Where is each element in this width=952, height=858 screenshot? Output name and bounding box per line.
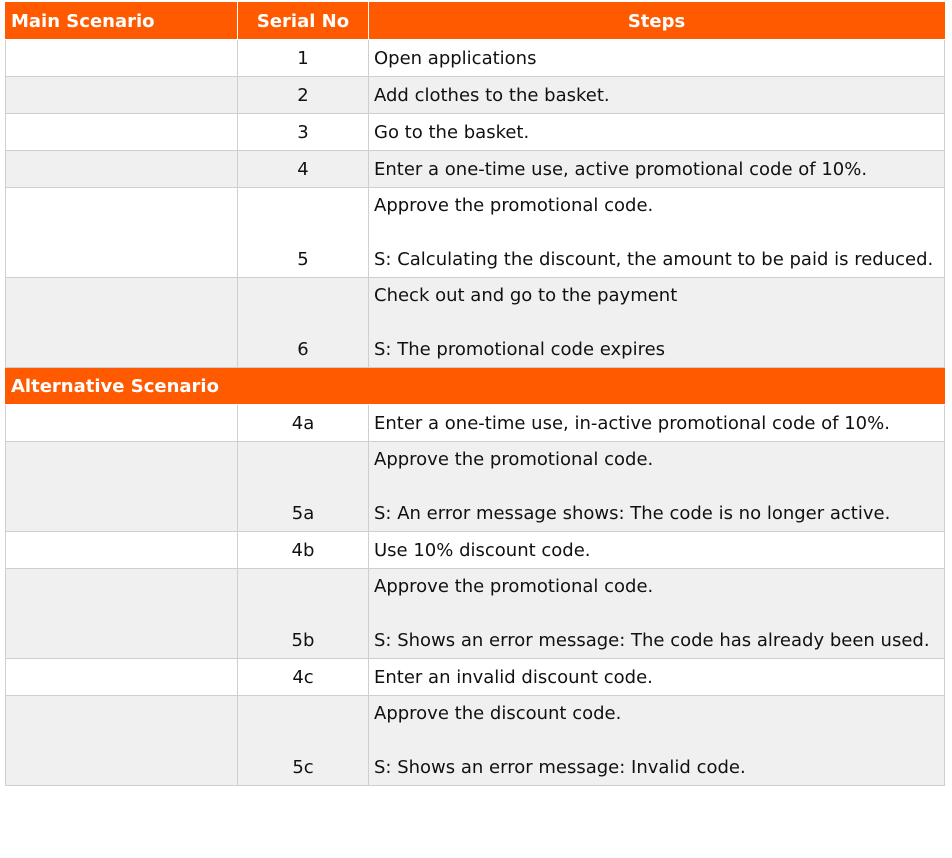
table-row bbox=[6, 569, 945, 659]
steps-cell: Go to the basket. bbox=[369, 114, 945, 151]
steps-cell: Enter an invalid discount code. bbox=[369, 659, 945, 696]
serial-cell: 5a bbox=[238, 442, 369, 532]
table-row bbox=[6, 405, 945, 442]
steps-cell: Open applications bbox=[369, 40, 945, 77]
scenario-cell bbox=[6, 77, 238, 114]
header-row bbox=[6, 3, 945, 40]
steps-cell: Enter a one-time use, in-active promotional code of 10%. bbox=[369, 405, 945, 442]
steps-cell: Check out and go to the payment S: The promotional code expires bbox=[369, 278, 945, 368]
scenario-cell bbox=[6, 696, 238, 786]
steps-cell: Approve the promotional code. S: Calculating the discount, the amount to be paid is reduced. bbox=[369, 188, 945, 278]
steps-cell: Enter a one-time use, active promotional code of 10%. bbox=[369, 151, 945, 188]
scenario-cell bbox=[6, 114, 238, 151]
serial-cell: 4 bbox=[238, 151, 369, 188]
serial-cell: 3 bbox=[238, 114, 369, 151]
scenario-cell bbox=[6, 569, 238, 659]
steps-cell: Approve the promotional code. S: Shows an error message: The code has already been used. bbox=[369, 569, 945, 659]
table-row bbox=[6, 77, 945, 114]
scenario-table bbox=[5, 2, 945, 786]
serial-cell: 5 bbox=[238, 188, 369, 278]
serial-cell: 5c bbox=[238, 696, 369, 786]
table-row bbox=[6, 278, 945, 368]
header-steps: Steps bbox=[369, 3, 945, 40]
table-row bbox=[6, 40, 945, 77]
serial-cell: 6 bbox=[238, 278, 369, 368]
steps-cell: Approve the discount code. S: Shows an error message: Invalid code. bbox=[369, 696, 945, 786]
serial-cell: 5b bbox=[238, 569, 369, 659]
scenario-cell bbox=[6, 151, 238, 188]
serial-cell: 1 bbox=[238, 40, 369, 77]
table-row bbox=[6, 532, 945, 569]
scenario-cell bbox=[6, 405, 238, 442]
serial-cell: 4a bbox=[238, 405, 369, 442]
table-row bbox=[6, 442, 945, 532]
table-row bbox=[6, 114, 945, 151]
scenario-cell bbox=[6, 532, 238, 569]
scenario-cell bbox=[6, 659, 238, 696]
table-row bbox=[6, 151, 945, 188]
steps-cell: Add clothes to the basket. bbox=[369, 77, 945, 114]
steps-cell: Approve the promotional code. S: An error message shows: The code is no longer active. bbox=[369, 442, 945, 532]
header-serial-no: Serial No bbox=[238, 3, 369, 40]
scenario-table-sheet bbox=[5, 2, 944, 786]
alternative-scenario-label: Alternative Scenario bbox=[6, 368, 945, 405]
serial-cell: 2 bbox=[238, 77, 369, 114]
scenario-cell bbox=[6, 40, 238, 77]
header-main-scenario: Main Scenario bbox=[6, 3, 238, 40]
steps-cell: Use 10% discount code. bbox=[369, 532, 945, 569]
scenario-cell bbox=[6, 278, 238, 368]
scenario-cell bbox=[6, 188, 238, 278]
table-row bbox=[6, 188, 945, 278]
serial-cell: 4b bbox=[238, 532, 369, 569]
table-row bbox=[6, 659, 945, 696]
scenario-cell bbox=[6, 442, 238, 532]
table-row bbox=[6, 696, 945, 786]
alternative-scenario-row bbox=[6, 368, 945, 405]
serial-cell: 4c bbox=[238, 659, 369, 696]
